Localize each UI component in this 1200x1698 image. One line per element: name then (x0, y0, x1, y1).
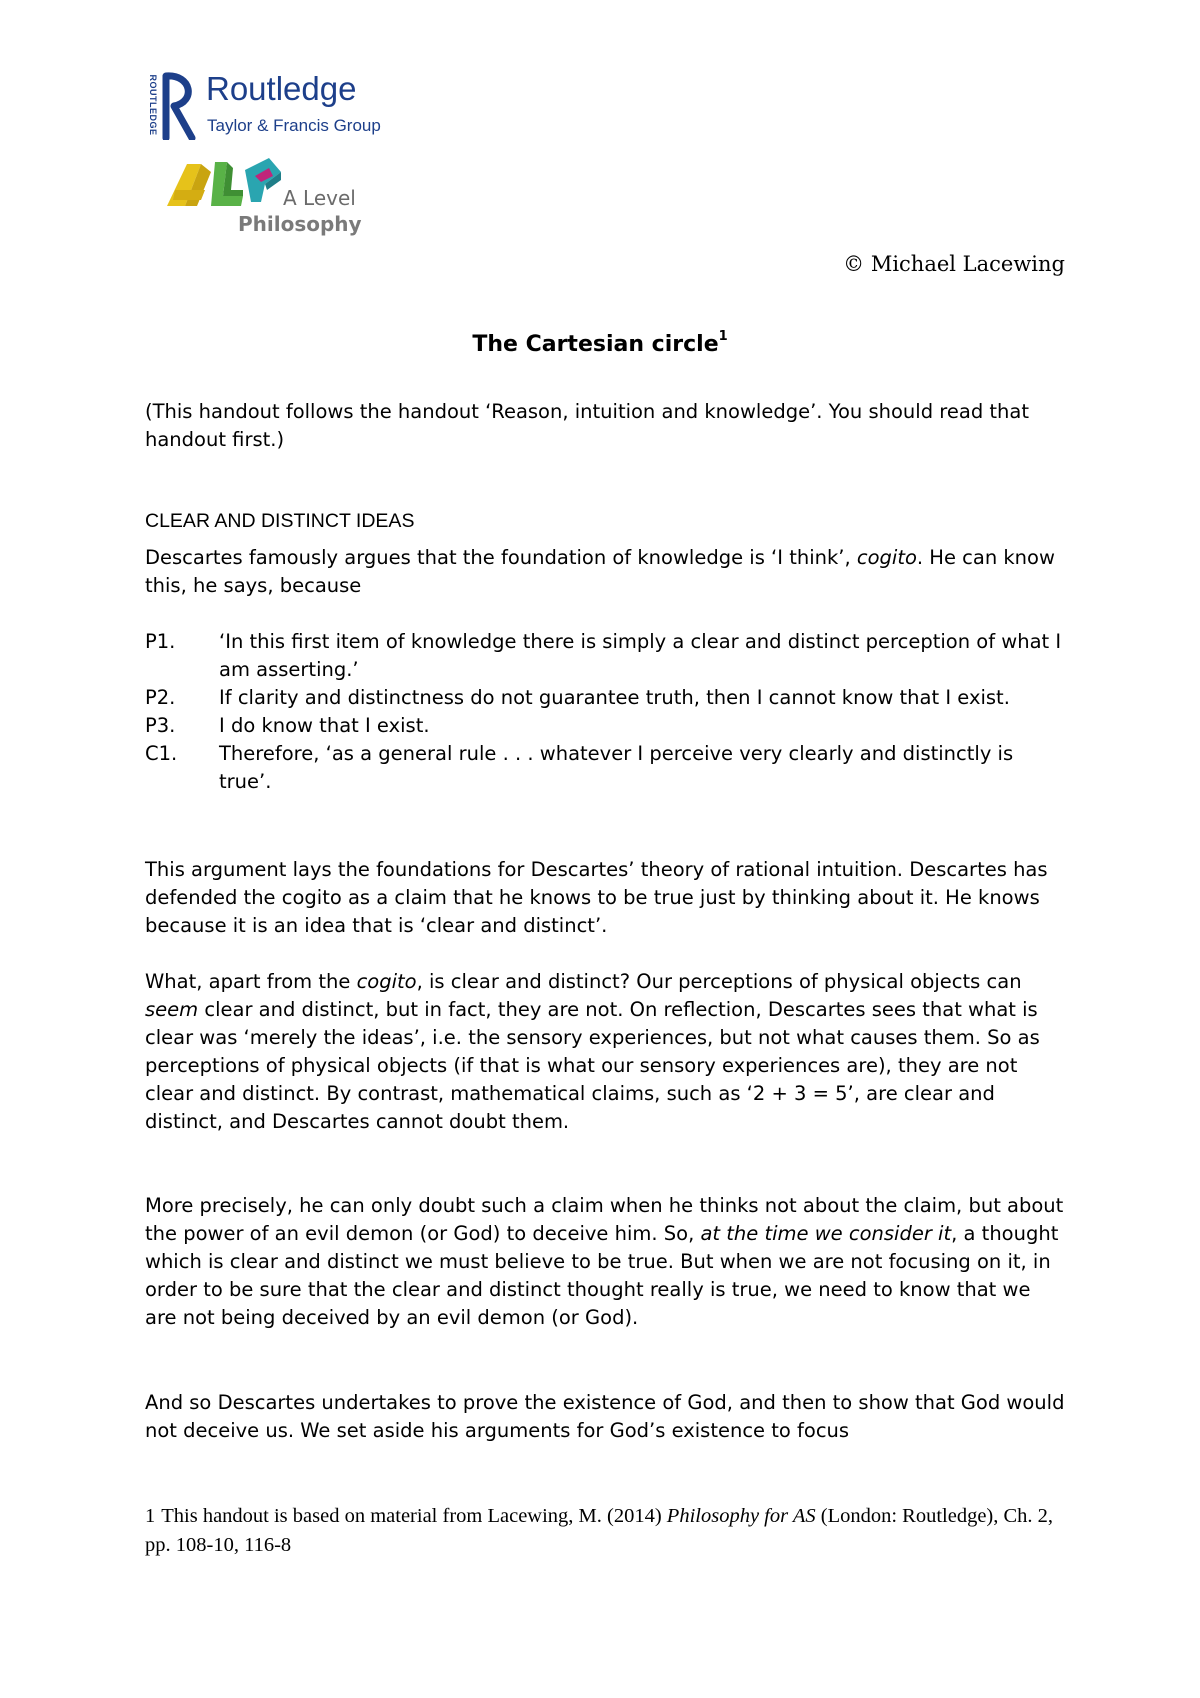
alp-level-text: A Level (283, 186, 356, 210)
paragraph-5: And so Descartes undertakes to prove the existence of God, and then to show that God would not deceive us. We set aside his arguments for God’s existence to focus (145, 1391, 1065, 1442)
routledge-r-icon (162, 72, 198, 140)
routledge-logo (146, 72, 406, 144)
premise-label: P3. (145, 714, 176, 737)
premise-item (145, 628, 1065, 684)
premise-label: P2. (145, 686, 176, 709)
paragraph-2: This argument lays the foundations for Descartes’ theory of rational intuition. Descartes has defended the cogito as a claim that he knows to be true just by thinking about it. He knows because it is an idea that is ‘clear and distinct’. (145, 858, 1048, 937)
intro-paragraph: (This handout follows the handout ‘Reason, intuition and knowledge’. You should read that handout first.) (145, 400, 1029, 451)
premise-label: C1. (145, 742, 178, 765)
footnote-number: 1 (145, 1505, 156, 1527)
alp-blocks-icon (165, 150, 295, 220)
premise-text: I do know that I exist. (219, 714, 430, 737)
premise-text: Therefore, ‘as a general rule . . . whatever I perceive very clearly and distinctly is true’. (219, 742, 1014, 793)
section-heading: CLEAR AND DISTINCT IDEAS (145, 510, 415, 532)
premise-item (145, 740, 1065, 796)
paragraph-4: More precisely, he can only doubt such a claim when he thinks not about the claim, but about the power of an evil demon (or God) to deceive him. So, at the time we consider it, a thought which is clear and distinct we must believe to be true. But when we are not focusing on it, in order to be sure that the clear and distinct thought really is true, we need to know that we are not being deceived by an evil demon (or God). (145, 1194, 1064, 1329)
premise-item (145, 684, 1065, 712)
routledge-subtitle: Taylor & Francis Group (207, 116, 381, 135)
document-title: The Cartesian circle$^1$ (472, 329, 728, 357)
paragraph-3: What, apart from the cogito, is clear and distinct? Our perceptions of physical objects can seem clear and distinct, but in fact, they are not. On reflection, Descartes sees that what is clear was ‘merely the ideas’, i.e. the sensory experiences, but not what causes them. So as perceptions of physical objects (if that is what our sensory experiences are), they are not clear and distinct. By contrast, mathematical claims, such as ‘2 + 3 = 5’, are clear and distinct, and Descartes cannot doubt them. (145, 970, 1040, 1133)
routledge-title: Routledge (206, 70, 357, 107)
argument-premises (145, 628, 1065, 796)
premise-text: If clarity and distinctness do not guarantee truth, then I cannot know that I exist. (219, 686, 1010, 709)
alp-philosophy-text: Philosophy (238, 212, 362, 236)
routledge-vertical-wordmark: ROUTLEDGE (148, 74, 158, 136)
footnote-marker: 1 (718, 329, 728, 344)
paragraph-1: Descartes famously argues that the foundation of knowledge is ‘I think’, cogito. He can know this, he says, because (145, 546, 1055, 597)
premise-text: ‘In this first item of knowledge there is simply a clear and distinct perception of what I am asserting.’ (219, 630, 1062, 681)
premise-label: P1. (145, 630, 176, 653)
copyright-notice: © Michael Lacewing (843, 252, 1065, 276)
premise-item (145, 712, 1065, 740)
footnote: 1 This handout is based on material from Lacewing, M. (2014) Philosophy for AS (London: Routledge), Ch. 2, pp. 108-10, 116-8 (145, 1505, 1054, 1556)
alp-logo (165, 150, 405, 240)
